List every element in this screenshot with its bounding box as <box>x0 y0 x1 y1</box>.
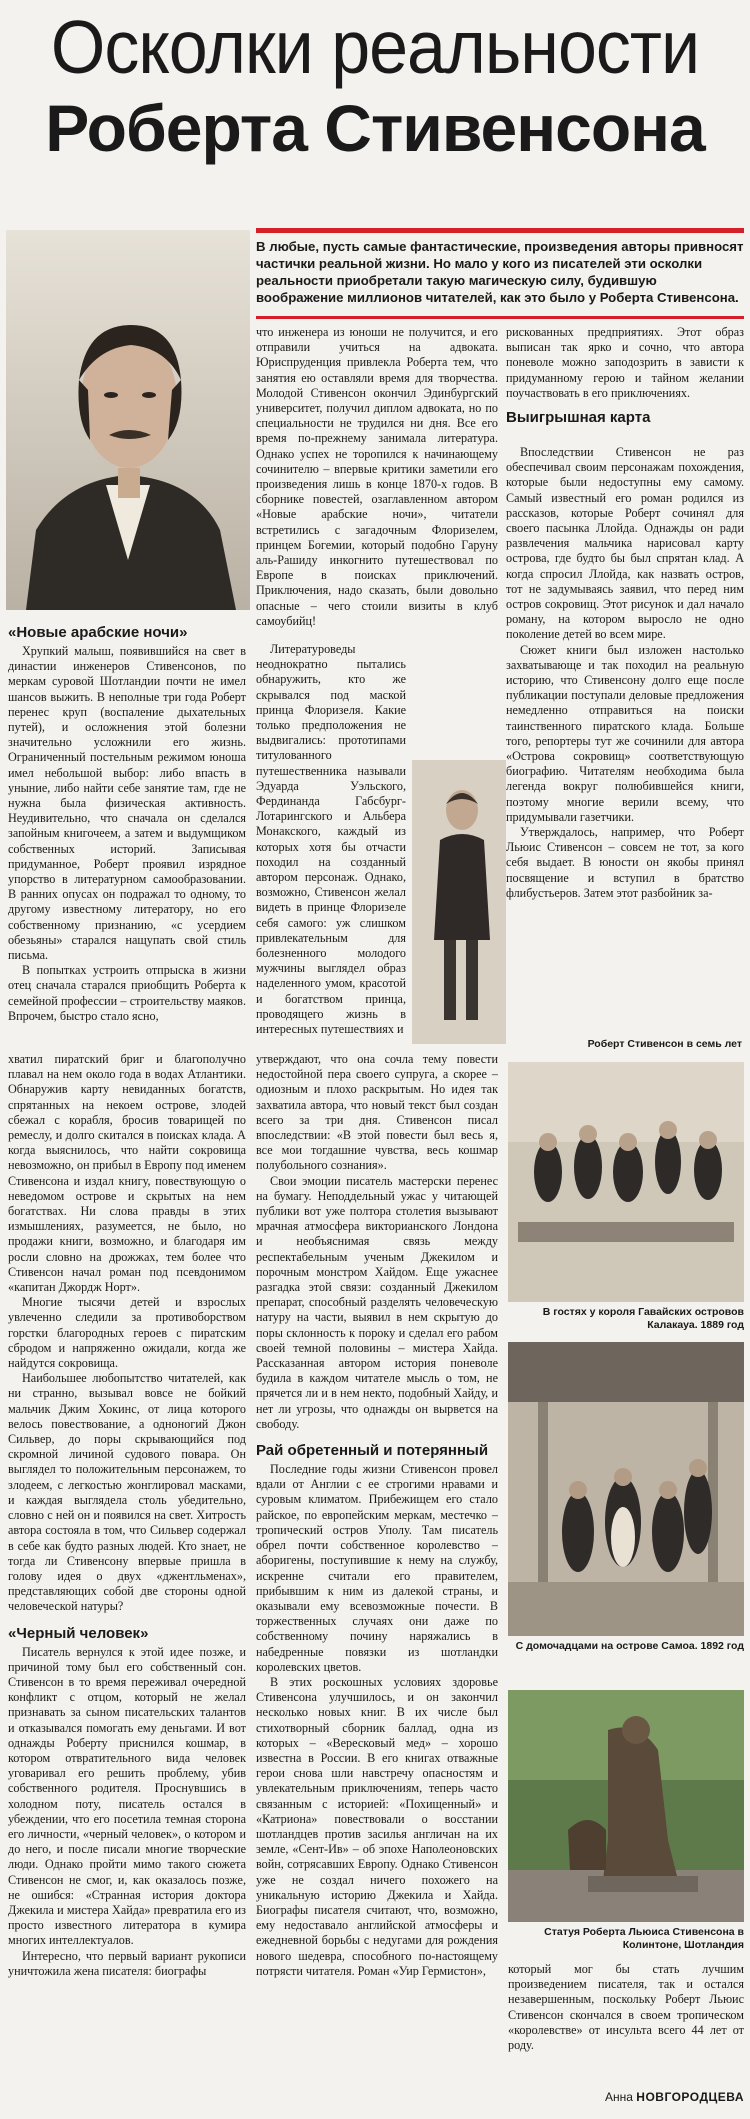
headline-line-1: Осколки реальности <box>50 4 700 90</box>
author-first-name: Анна <box>605 2090 633 2104</box>
caption-child: Роберт Стивенсон в семь лет <box>587 1038 742 1050</box>
author-last-name: НОВГОРОДЦЕВА <box>636 2090 744 2104</box>
column-1-top <box>8 620 246 1050</box>
lead-paragraph: В любые, пусть самые фантастические, произведения авторы привносят частички реальной жизни. Но мало у кого из писателей эти осколки реальности приобретали такую магическую силу, будившую воображение миллионов читателей, как это было у Роберта Стивенсона. <box>256 239 744 305</box>
paragraph: Утверждалось, например, что Роберт Льюис Стивенсон – совсем не тот, за кого себя выдает. В юности он якобы принял посвящение и вступил в братство флибустьеров. Затем этот разбойник за- <box>506 825 744 900</box>
caption-statue: Статуя Роберта Льюиса Стивенсона в Колинтоне, Шотландия <box>544 1926 744 1951</box>
column-3-mid <box>506 445 744 1045</box>
section-heading-arabian-nights: «Новые арабские ночи» <box>8 624 188 641</box>
column-3-top <box>506 325 744 445</box>
section-heading-black-man: «Черный человек» <box>8 1624 149 1642</box>
paragraph: В этих роскошных условиях здоровье Стивенсона улучшилось, и он закончил несколько новых книг. В их числе был стихотворный сборник баллад, одна из которых – «Вересковый мед» – хорошо известна в России. В его книгах отважные герои снова шли навстречу опасностям и увлекательным приключениям, теперь часто связанным с историей: «Похищенный» и «Катриона» повествовали о восстании шотландцев против засилья англичан на их земле, «Сент-Ив» – об эпохе Наполеоновских войн, сотрясавших Европу. Однако Стивенсон уже не создал ничего похожего на уникальную историю Джекила и Хайда. Биографы писателя считают, что, возможно, ему недоставало английской атмосферы и ежедневной борьбы с недугами для рождения нового шедевра, способного по-настоящему потрясти читателя. Роман «Уир Гермистон», <box>256 1674 498 1978</box>
paragraph: утверждают, что она сочла тему повести недостойной пера своего супруга, а скорее – одиозным и плохо раскрытым. Но идея так захватила автора, что новый текст был создан всего за три дня. Стивенсон писал впоследствии: «В этой повести был весь я, все мои тогдашние чувства, весь кошмар полубольного сознания». <box>256 1052 498 1173</box>
portrait-photo <box>6 230 250 610</box>
paragraph: Хрупкий малыш, появившийся на свет в династии инженеров Стивенсонов, по меркам суровой Шотландии почти не имел шансов выжить. В неполные три года Роберт перенес круп (воспаление дыхательных путей), и осложнения этой болезни значительно усложнили его жизнь. Ограниченный постельным режимом юноша имел небольшой выбор: либо впасть в уныние, либо найти себе занятие там, где не нужна была физическая активность. Неудивительно, что сначала он сделался запойным книгочеем, а затем и выдумщиком собственных историй. Записывая придуманное, Роберт проявил изрядное упорство в литературном самообразовании. В ранних опусах он подражал то одному, то другому известному литератору, но его собственному признанию, «с усердием обезьяны» старался нащупать свой стиль письма. <box>8 644 246 963</box>
section-heading-winning-card: Выигрышная карта <box>506 409 651 427</box>
paragraph: Многие тысячи детей и взрослых увлеченно следили за противоборством горстки благородных героев с пиратским сбродом и напряженно ожидали, когда же найдутся сокровища. <box>8 1295 246 1371</box>
paragraph: Интересно, что первый вариант рукописи уничтожила жена писателя: биографы <box>8 1948 246 1978</box>
hawaii-photo <box>508 1062 744 1302</box>
column-3-bottom <box>508 1962 744 2082</box>
author-signature <box>508 2090 744 2104</box>
paragraph: Впоследствии Стивенсон не раз обеспечивал своим персонажам похождения, которые были недоступны ему самому. Самый известный его роман родился из рассказов, которые Роберт сочинял для своего пасынка Ллойда. Однажды он ради развлечения мальчика нарисовал карту острова, где будто бы был спрятан клад. А когда спросил Ллойда, как назвать остров, тот не задумываясь заявил, что перед ним остров сокровищ. Этот рисунок и дал начало роману, на котором выросло не одно поколение детей во всем мире. <box>506 445 744 642</box>
paragraph: Сюжет книги был изложен настолько захватывающе и так походил на реальную историю, что Стивенсону долго еще после публикации поступали деловые предложения немедленно отправиться на поиски таинственного пиратского клада. Больше того, репортеры тут же сочинили для автора «Острова сокровищ» соответствующую биографию. Читателям необходима была легенда вокруг полюбившейся книги, поэтому многие верили всему, что придумывали газетчики. <box>506 642 744 824</box>
headline-line-2: Роберта Стивенсона <box>45 91 705 165</box>
paragraph: В попытках устроить отпрыска в жизни отец сначала старался приобщить Роберта к семейной профессии – строительству маяков. Впрочем, быстро стало ясно, <box>8 963 246 1023</box>
paragraph: который мог бы стать лучшим произведением писателя, так и остался незавершенным, поскольку Роберт Льюис Стивенсон скончался в своем тропическом «королевстве» от инсульта всего 44 лет от роду. <box>508 1962 744 2053</box>
column-1-bottom <box>8 1052 246 2114</box>
statue-photo <box>508 1690 744 1922</box>
paragraph: Свои эмоции писатель мастерски перенес на бумагу. Неподдельный ужас у читающей публики вот уже полтора столетия вызывают мрачная атмосфера викторианского Лондона и необъяснимая связь между респектабельным ученым Джекилом и порочным монстром Хайдом. Еще ужаснее разгадка этой связи: созданный Джекилом препарат, способный разделять человеческую натуру на части, выявил в нем скрытую до поры склонность к пороку и сделал его рабом своей темной половины – мистера Хайда. Рассказанная автором история поневоле будила в каждом читателе мысль о том, не прячется ли и в нем некто, подобный Хайду, и нет ли угрозы, что однажды он вырвется на свободу. <box>256 1173 498 1431</box>
column-2-top <box>256 325 498 641</box>
section-heading-paradise: Рай обретенный и потерянный <box>256 1442 489 1460</box>
column-2-top-wrap <box>256 642 406 1047</box>
paragraph: Последние годы жизни Стивенсон провел вдали от Англии с ее строгими нравами и суровым климатом. Прибежищем его стало райское, по европейским меркам, местечко – тропический остров Уполу. Там писатель обрел почти собственное королевство – аборигены, поступившие к нему на службу, искренне считали его правителем, прибывшим к ним из далекой страны, и оказывали ему всевозможные почести. В торжественных случаях они даже по собственному почину наряжались в набедренные повязки из шотландки королевских цветов. <box>256 1462 498 1674</box>
lead-accent-bar <box>256 228 744 233</box>
paragraph: Литературоведы неоднократно пытались обнаружить, кто же скрывался под маской принца Флоризеля. Какие только предположения не выдвигались: прототипами титулованного путешественника называли Эдуарда Уэльского, Фердинанда Габсбург-Лотарингского и Альбера Монакского, каждый из которых хотя бы отчасти походил на созданный автором персонаж. Однако, возможно, Стивенсон желал видеть в принце Флоризеле себя самого: уж слишком привлекательным для болезненного молодого мужчины выглядел образ наделенного умом, красотой и богатством принца, проводящего жизнь в интересных путешествиях и <box>256 642 406 1037</box>
column-2-bottom <box>256 1052 498 2114</box>
paragraph: Писатель вернулся к этой идее позже, и причиной тому был его собственный сон. Стивенсон в то время переживал очередной конфликт с отцом, который не желал признавать за сыном писательских талантов и отказывался помогать ему деньгами. И вот однажды Роберту приснился кошмар, в котором отвратительного вида человек уговаривал его решить проблему, убив собственного родителя. Проснувшись в холодном поту, писатель остался в убеждении, что его посетила темная сторона его личности, «черный человек», о котором и до него, и после писали многие творческие люди. Однако пройти мимо такого сюжета Стивенсон не смог, и, как оказалось позже, не ошибся: «Странная история доктора Джекила и мистера Хайда» превратила его из просто известного литератора в кумира многих интеллектуалов. <box>8 1644 246 1948</box>
lead-accent-bar-bottom <box>256 316 744 319</box>
caption-hawaii: В гостях у короля Гавайских островов Калакауа. 1889 год <box>542 1306 744 1331</box>
paragraph: Наибольшее любопытство читателей, как ни странно, вызывал вовсе не бойкий мальчик Джим Хокинс, от лица которого велось повествование, а одноногий Джон Сильвер, до поры скрывающийся под скромной личиной судового повара. Он выглядел то положительным персонажем, то злодеем, с легкостью жонглировал масками, и каждая выглядела столь убедительно, словно с ней он и появился на свет. Хитрость автора состояла в том, что Сильвер содержал в себе как будто разных людей. Кто знает, не тогда ли Стивенсону впервые пришла в голову идея о двух «джентльменах», представляющих собой две стороны одной человеческой натуры? <box>8 1371 246 1614</box>
paragraph: что инженера из юноши не получится, и его отправили учиться на адвоката. Юриспруденция привлекла Роберта тем, что занятия ею оставляли время для творчества. Молодой Стивенсон окончил Эдинбургский университет, получил диплом адвоката, но по специальности не трудился ни дня. Все его время по-прежнему занимала литература. Однако успех не торопился к начинающему сочинителю – впервые критики заметили его произведения лишь в конце 1870-х годов. В сборнике повестей, озаглавленном автором «Новые арабские ночи», читатели встретились с загадочным Флоризелем, принцем Богемии, который подобно Гаруну аль-Рашиду инкогнито путешествовал по Европе в поисках приключений. Приключения, надо сказать, были довольно опасные – чего стоили визиты в клуб самоубийц! <box>256 325 498 628</box>
paragraph: хватил пиратский бриг и благополучно плавал на нем около года в водах Атлантики. Обнаружив карту невиданных богатств, спрятанных на некоем острове, злодей сбежал с корабля, бросив товарищей по ремеслу, и долго скитался в поисках клада. А когда выяснилось, что найти сокровища невозможно, он прибыл в Европу под именем Стивенсона и издал книгу, повествующую о неведомом острове и скрытых на нем богатствах. Ни слова правды в этих измышлениях, разумеется, не было, но продажи книги, возможно, и благодаря им росли словно на дрожжах, тем более что Стивенсон начал роман под псевдонимом «капитан Джордж Норт». <box>8 1052 246 1295</box>
samoa-photo <box>508 1342 744 1636</box>
paragraph: рискованных предприятиях. Этот образ выписан так ярко и сочно, что автора поневоле можно заподозрить в зависти к придуманному герою и тайном желании поучаствовать в его приключениях. <box>506 325 744 400</box>
caption-samoa: С домочадцами на острове Самоа. 1892 год <box>515 1640 744 1652</box>
child-photo <box>412 760 506 1044</box>
